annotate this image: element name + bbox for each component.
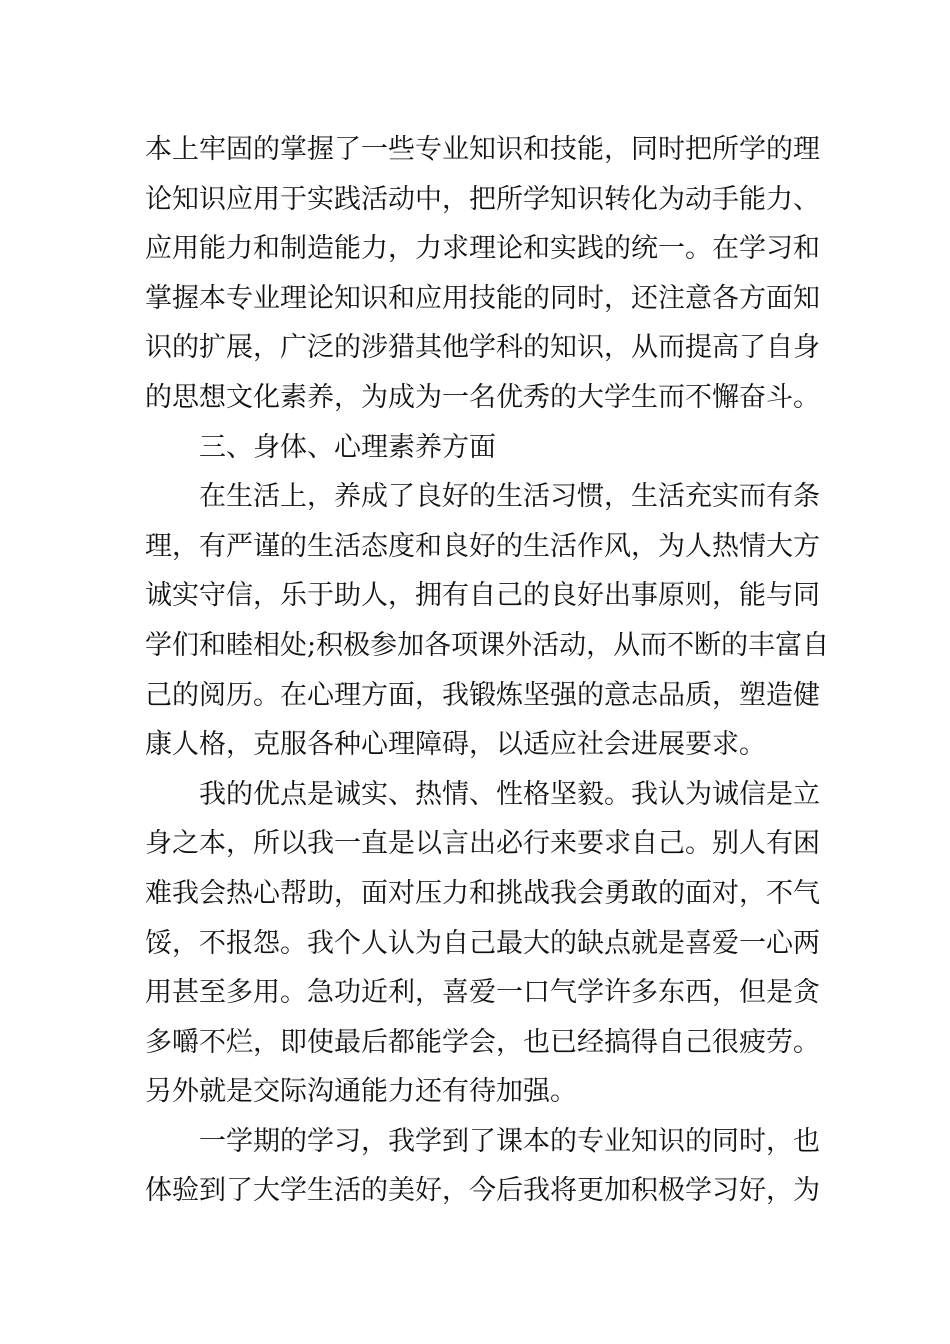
text-line: 的思想文化素养，为成为一名优秀的大学生而不懈奋斗。 <box>145 381 820 413</box>
text-line: 一学期的学习，我学到了课本的专业知识的同时，也 <box>199 1125 820 1157</box>
document-body <box>145 125 830 1216</box>
text-line: 诚实守信，乐于助人，拥有自己的良好出事原则，能与同 <box>145 580 820 612</box>
text-line: 掌握本专业理论知识和应用技能的同时，还注意各方面知 <box>145 282 820 314</box>
text-line: 在生活上，养成了良好的生活习惯，生活充实而有条 <box>199 481 820 513</box>
text-line: 我的优点是诚实、热情、性格坚毅。我认为诚信是立 <box>199 778 820 810</box>
text-line: 身之本，所以我一直是以言出必行来要求自己。别人有困 <box>145 828 820 860</box>
text-line: 另外就是交际沟通能力还有待加强。 <box>145 1076 577 1108</box>
text-line: 论知识应用于实践活动中，把所学知识转化为动手能力、 <box>145 183 820 215</box>
text-line: 识的扩展，广泛的涉猎其他学科的知识，从而提高了自身 <box>145 332 820 364</box>
text-line: 己的阅历。在心理方面，我锻炼坚强的意志品质，塑造健 <box>145 679 820 711</box>
text-line: 理，有严谨的生活态度和良好的生活作风，为人热情大方 <box>145 530 820 562</box>
text-line: 体验到了大学生活的美好，今后我将更加积极学习好，为 <box>145 1175 820 1207</box>
text-line: 康人格，克服各种心理障碍，以适应社会进展要求。 <box>145 729 766 761</box>
text-line: 难我会热心帮助，面对压力和挑战我会勇敢的面对，不气 <box>145 877 820 909</box>
section-heading: 三、身体、心理素养方面 <box>199 431 496 463</box>
text-line: 馁，不报怨。我个人认为自己最大的缺点就是喜爱一心两 <box>145 927 820 959</box>
text-line: 用甚至多用。急功近利，喜爱一口气学许多东西，但是贪 <box>145 977 820 1009</box>
text-line: 本上牢固的掌握了一些专业知识和技能，同时把所学的理 <box>145 134 820 165</box>
text-line: 学们和睦相处;积极参加各项课外活动，从而不断的丰富自 <box>145 629 830 661</box>
text-line: 应用能力和制造能力，力求理论和实践的统一。在学习和 <box>145 233 820 265</box>
text-line: 多嚼不烂，即使最后都能学会，也已经搞得自己很疲劳。 <box>145 1026 820 1058</box>
